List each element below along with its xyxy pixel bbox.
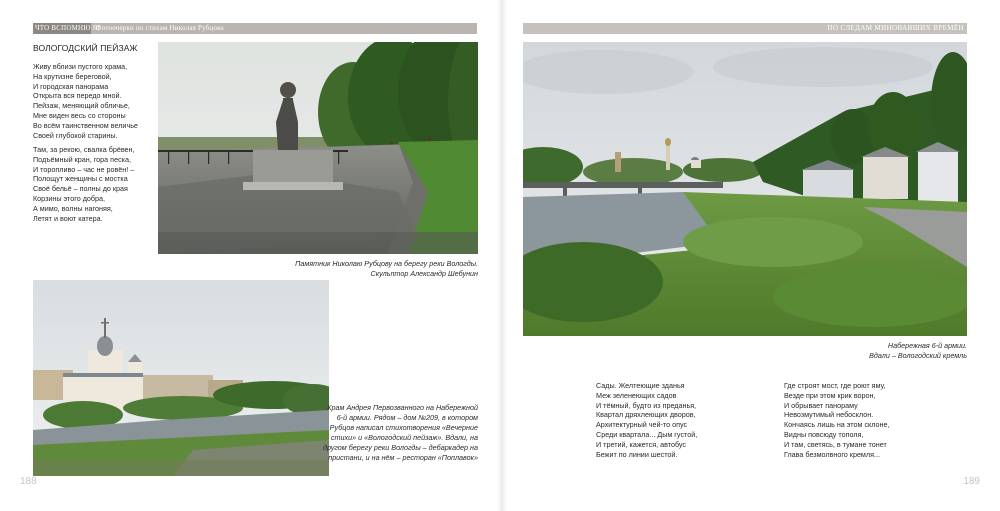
poem-line: И третий, кажется, автобус: [596, 439, 687, 449]
caption-line: Вдали – Вологодский кремль: [869, 351, 967, 360]
poem-line: Невозмутимый небосклон.: [784, 410, 874, 420]
poem-line: А мимо, волны нагоняя,: [33, 203, 113, 213]
poem-line: Своё бельё – полны до края: [33, 184, 128, 194]
monument-caption: [295, 259, 478, 279]
church-caption: [323, 403, 478, 463]
caption-line: Скульптор Александр Шебунин: [370, 269, 478, 278]
poem-line: Своей глубокой старины.: [33, 130, 118, 140]
poem-line: Полощут женщины с мостка: [33, 174, 128, 184]
poem-stanza-4: [784, 381, 890, 459]
header-chapter-title: ПО СЛЕДАМ МИНОВАВШИХ ВРЕМЁН: [827, 24, 964, 32]
poem-line: И обрывает панораму: [784, 400, 858, 410]
poem-line: Где строят мост, где роют яму,: [784, 381, 886, 390]
caption-line: стихи» и «Вологодский пейзаж». Вдали, на: [330, 433, 478, 442]
poem-line: Мне виден весь со стороны: [33, 110, 126, 120]
poem-line: Подъёмный кран, гора песка,: [33, 154, 131, 164]
caption-line: Памятник Николаю Рубцову на берегу реки Вологды.: [295, 259, 478, 268]
poem-line: Архитектурный чей-то опус: [596, 420, 688, 430]
caption-line: Храм Андрея Первозванного на Набережной: [326, 403, 478, 412]
poem-line: И тёмный, будто из преданья,: [596, 400, 697, 410]
caption-line: пристани, и на нём – ресторан «Поплавок»: [328, 453, 478, 462]
poem-line: И торопливо – час не ровён! –: [33, 164, 135, 174]
embankment-caption: [869, 341, 967, 361]
monument-photo: [158, 42, 478, 254]
poem-line: Летят и воют катера.: [33, 213, 103, 223]
poem-title: ВОЛОГОДСКИЙ ПЕЙЗАЖ: [33, 43, 138, 53]
poem-line: Квартал дряхлеющих дворов,: [596, 410, 696, 420]
poem-line: Глава безмолвного кремля...: [784, 449, 880, 459]
embankment-photo: [523, 42, 967, 336]
poem-line: Среди квартала... Дым густой,: [596, 429, 698, 439]
poem-line: Везде при этом крик ворон,: [784, 390, 876, 400]
poem-line: Пейзаж, меняющий обличье,: [33, 101, 130, 111]
header-section-title: ЧТО ВСПОМНЮ Я?: [35, 24, 101, 32]
poem-line: Живу вблизи пустого храма,: [33, 62, 128, 71]
poem-line: Открыта вся передо мной.: [33, 91, 122, 101]
page-number-right: 189: [963, 476, 980, 487]
poem-line: И там, светясь, в тумане тонет: [784, 439, 887, 449]
book-gutter: [497, 0, 507, 511]
church-photo: [33, 280, 329, 476]
poem-line: Кончаясь лишь на этом склоне,: [784, 420, 890, 430]
poem-stanza-3: [596, 381, 697, 459]
poem-line: Видны повсюду тополя,: [784, 429, 864, 439]
poem-line: Сады. Желтеющие зданья: [596, 381, 685, 390]
poem-line: На крутизне береговой,: [33, 71, 112, 81]
caption-line: Рубцов написал стихотворения «Вечерние: [329, 423, 478, 432]
caption-line: другом берегу реки Вологды – дебаркадер на: [323, 443, 478, 452]
poem-line: Бежит по линии шестой.: [596, 449, 678, 459]
poem-stanza-2: [33, 145, 135, 223]
poem-line: И городская панорама: [33, 81, 109, 91]
poem-line: Во всём таинственном величье: [33, 120, 138, 130]
caption-line: 6-й армии. Рядом – дом №209, в котором: [336, 413, 478, 422]
poem-stanza-1: [33, 62, 138, 140]
header-book-title: Фотоочерки по стихам Николая Рубцова: [96, 24, 224, 32]
page-number-left: 188: [20, 476, 37, 487]
poem-line: Меж зеленеющих садов: [596, 390, 677, 400]
poem-line: Там, за рекою, свалка брёвен,: [33, 145, 135, 154]
poem-line: Корзины этого добра,: [33, 193, 106, 203]
caption-line: Набережная 6-й армии.: [887, 341, 967, 350]
